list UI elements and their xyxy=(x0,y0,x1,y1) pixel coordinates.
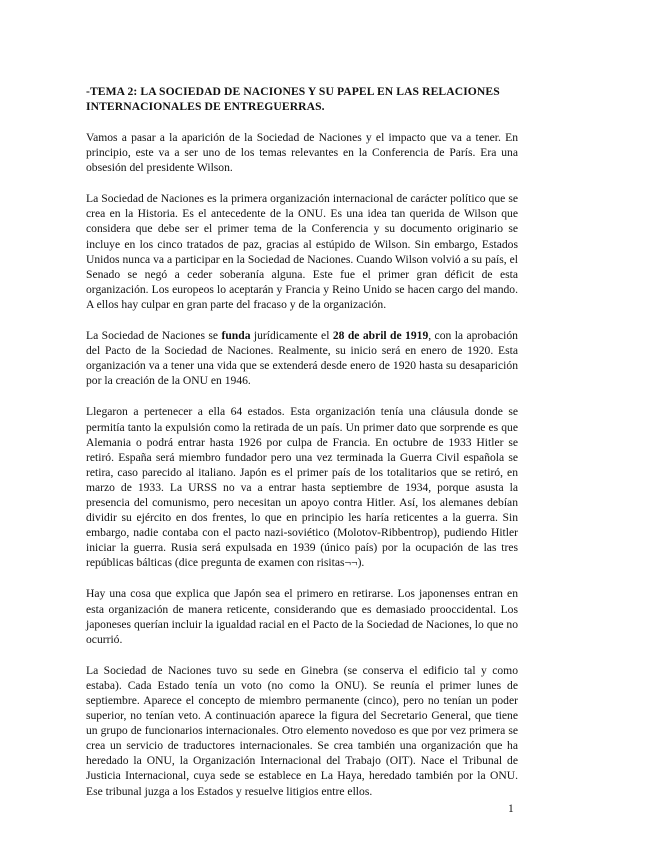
document-title: -TEMA 2: LA SOCIEDAD DE NACIONES Y SU PAPEL EN LAS RELACIONES INTERNACIONALES DE ENTREGUERRAS. xyxy=(86,85,500,113)
founding-text-middle: jurídicamente el xyxy=(250,329,333,343)
founding-bold-date: 28 de abril de 1919 xyxy=(332,329,429,343)
founding-text-start: La Sociedad de Naciones se xyxy=(86,329,222,343)
page-number: 1 xyxy=(508,803,514,815)
paragraph-definition: La Sociedad de Naciones es la primera organización internacional de carácter político que se crea en la Historia. Es el antecedente de la ONU. Es una idea tan querida de Wilson que considera que debe ser el primer tema de la Conferencia y su documento originario se incluye en los cinco tratados de paz, gracias al estúpido de Wilson. Sin embargo, Estados Unidos nunca va a participar en la Sociedad de Naciones. Cuando Wilson volvió a su país, el Senado se negó a ceder soberanía alguna. Este fue el primer gran déficit de esta organización. Los europeos lo aceptarán y Francia y Reino Unido se hacen cargo del mando. A ellos hay culpar en gran parte del fracaso y de la organización. xyxy=(86,192,518,311)
document-page xyxy=(86,84,518,815)
founding-text-end: , con la aprobación del Pacto de la Sociedad de Naciones. Realmente, su inicio será en enero de 1920. Esta organización va a tener una vida que se extenderá desde enero de 1920 hasta su desaparición por la creación de la ONU en 1946. xyxy=(86,329,518,388)
paragraph-intro: Vamos a pasar a la aparición de la Sociedad de Naciones y el impacto que va a tener. En principio, este va a ser uno de los temas relevantes en la Conferencia de París. Era una obsesión del presidente Wilson. xyxy=(86,131,518,175)
founding-bold-verb: funda xyxy=(221,329,251,343)
paragraph-founding xyxy=(86,328,518,388)
paragraph-members: Llegaron a pertenecer a ella 64 estados. Esta organización tenía una cláusula donde se permitía tanto la expulsión como la retirada de un país. Un primer dato que sorprende es que Alemania o podrá entrar hasta 1926 por culpa de Francia. En octubre de 1933 Hitler se retiró. España será miembro fundador pero una vez terminada la Guerra Civil española se retira, caso parecido al italiano. Japón es el primer país de los totalitarios que se retiró, en marzo de 1933. La URSS no va a entrar hasta septiembre de 1934, porque asusta la presencia del comunismo, pero necesitan un apoyo contra Hitler. Así, los alemanes debían dividir su ejército en dos frentes, lo que en principio les haría reticentes a la guerra. Sin embargo, nadie contaba con el pacto nazi-soviético (Molotov-Ribbentrop), pudiendo Hitler iniciar la guerra. Rusia será expulsada en 1939 (único país) por la ocupación de las tres repúblicas bálticas (dice pregunta de examen con risitas¬¬). xyxy=(86,405,518,570)
paragraph-seat: La Sociedad de Naciones tuvo su sede en Ginebra (se conserva el edificio tal y como estaba). Cada Estado tenía un voto (no como la ONU). Se reunía el primer lunes de septiembre. Aparece el concepto de miembro permanente (cinco), pero no tenían un poder superior, no tenían veto. A continuación aparece la figura del Secretario General, que tiene un grupo de funcionarios internacionales. Otro elemento novedoso es que por vez primera se crea un servicio de traductores internacionales. Se crea también una organización que ha heredado la ONU, la Organización Internacional del Trabajo (OIT). Nace el Tribunal de Justicia Internacional, cuya sede se establece en La Haya, heredado también por la ONU. Ese tribunal juzga a los Estados y resuelve litigios entre ellos. xyxy=(86,663,518,798)
paragraph-japan: Hay una cosa que explica que Japón sea el primero en retirarse. Los japonenses entran en esta organización de manera reticente, considerando que es demasiado prooccidental. Los japoneses querían incluir la igualdad racial en el Pacto de la Sociedad de Naciones, lo que no ocurrió. xyxy=(86,587,518,646)
